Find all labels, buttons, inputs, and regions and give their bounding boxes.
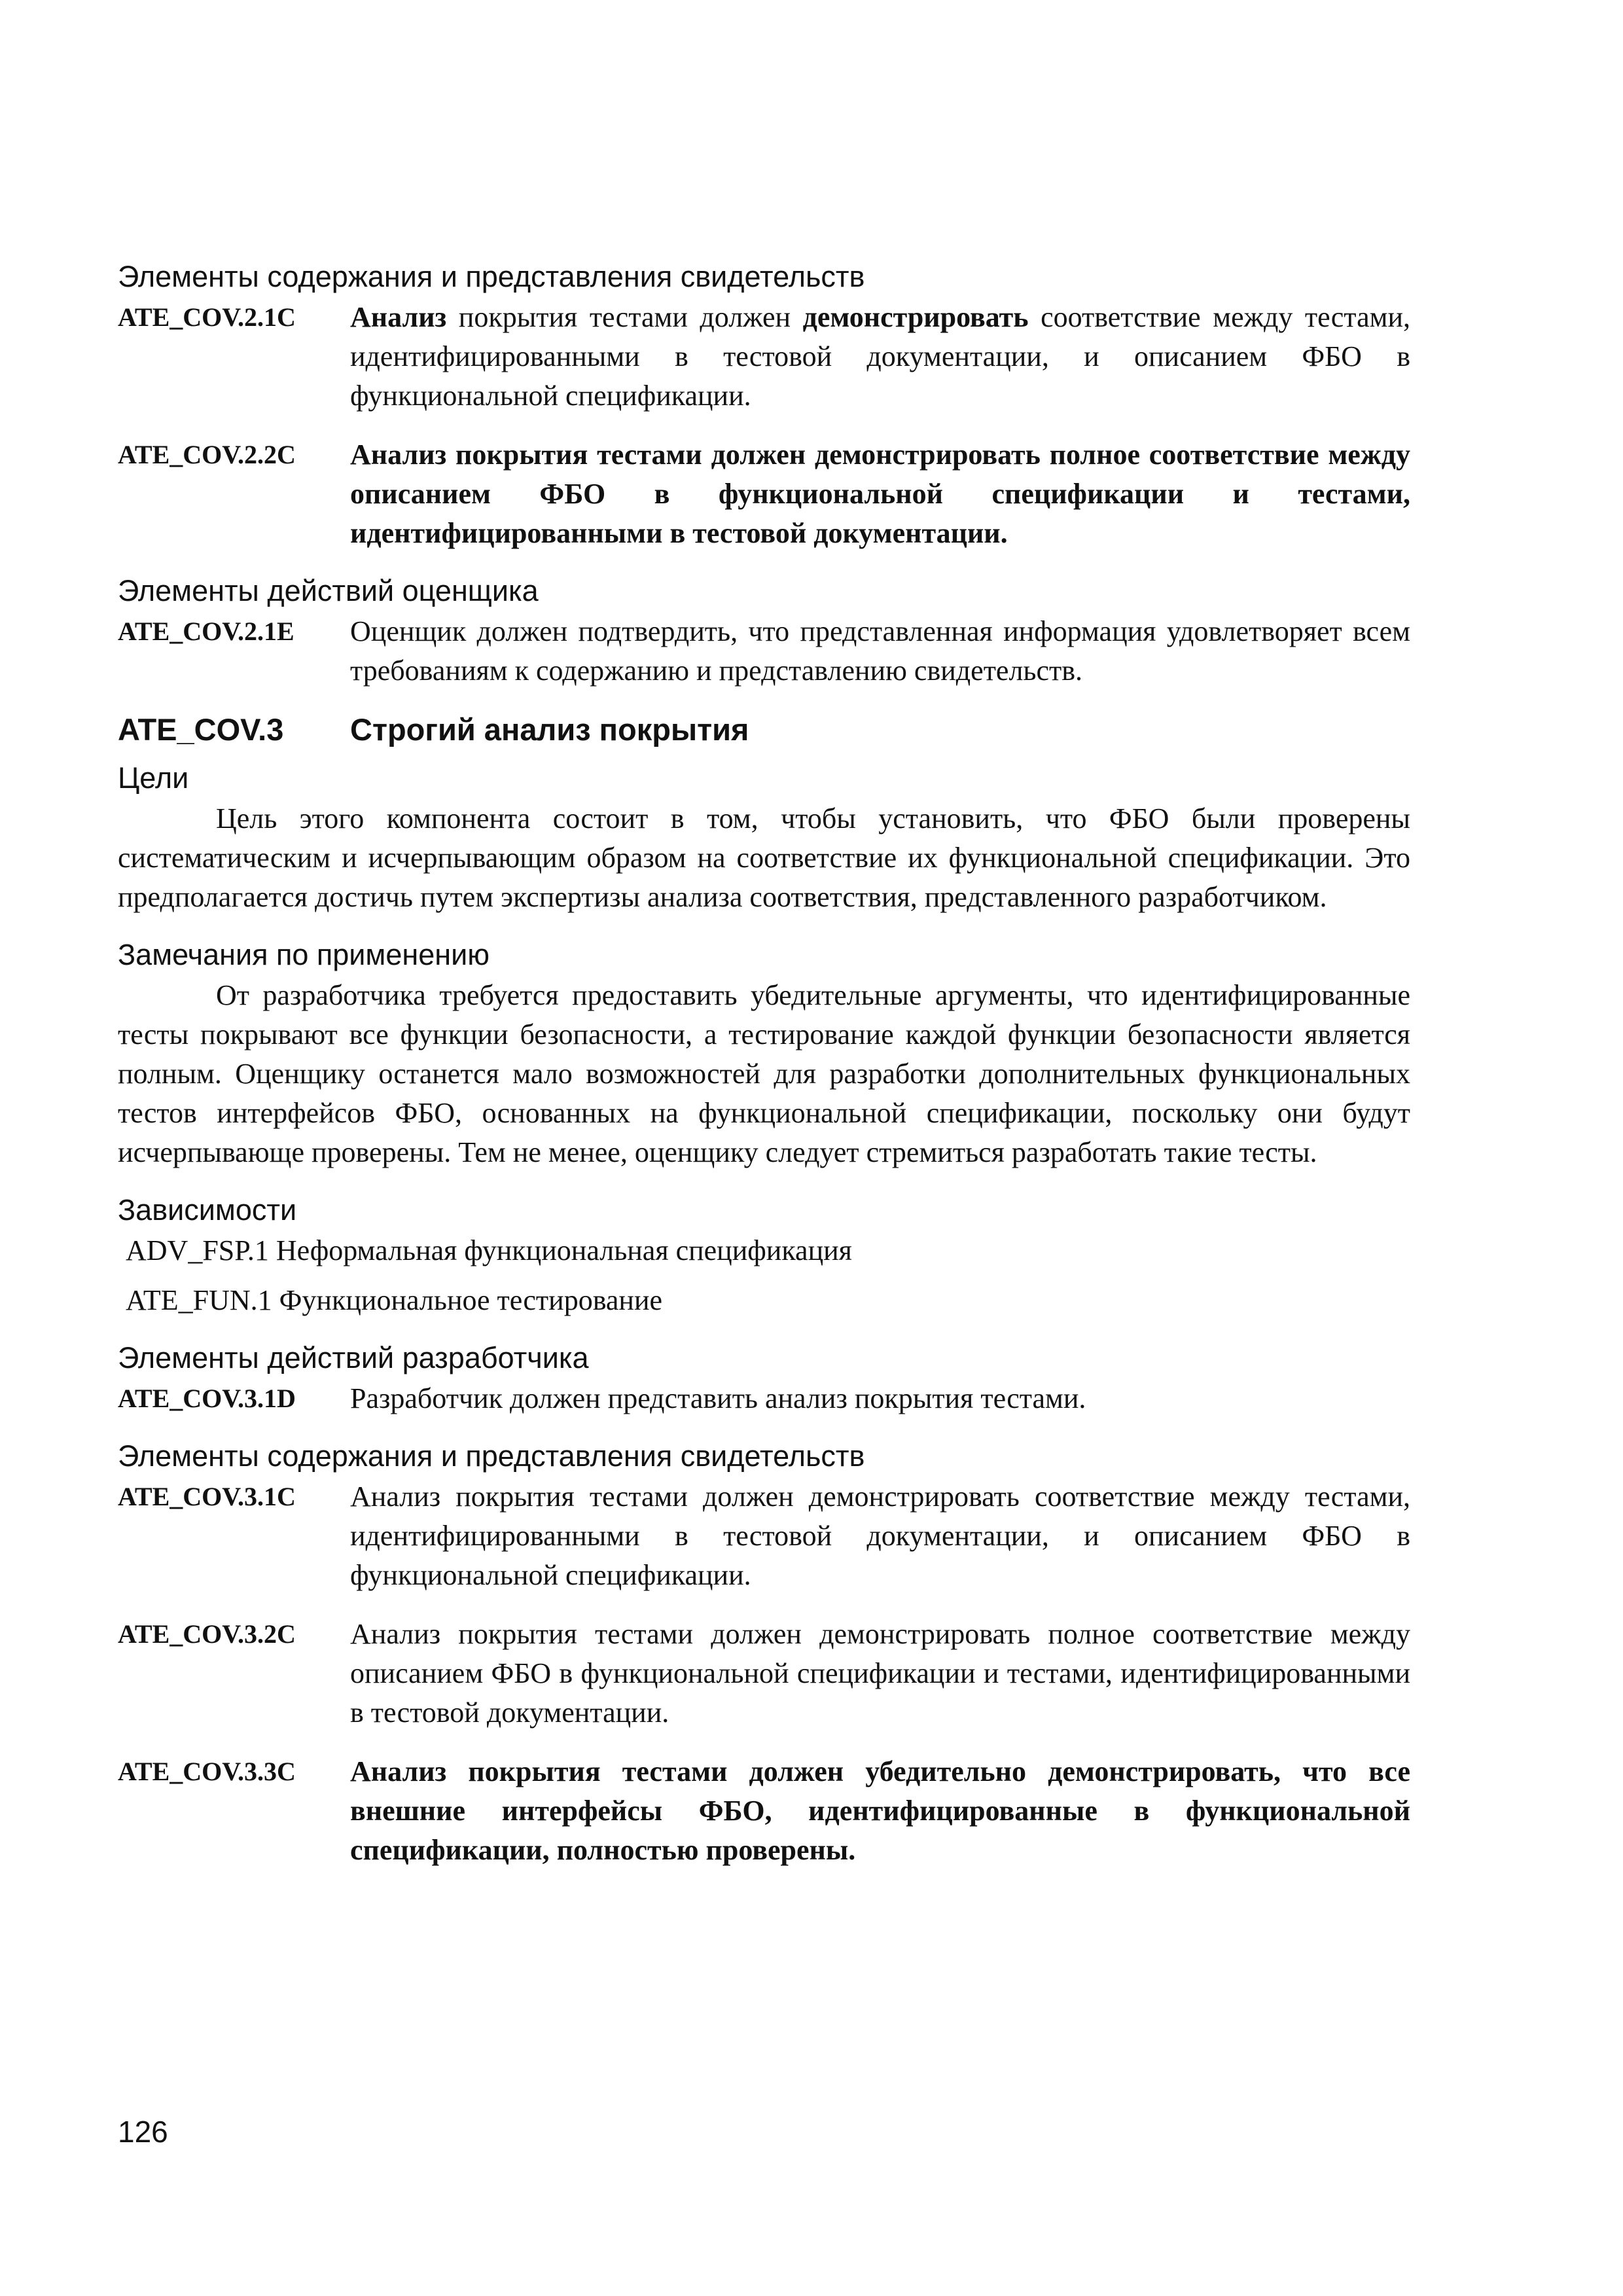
section-heading-dependencies: Зависимости [118, 1193, 297, 1227]
element-text: Оценщик должен подтвердить, что представленная информация удовлетворяет всем требованиям к содержанию и представлению свидетельств. [350, 615, 1410, 687]
section-heading-developer-actions: Элементы действий разработчика [118, 1341, 589, 1374]
dependency-item: ADV_FSP.1 Неформальная функциональная спецификация [126, 1234, 852, 1266]
text-run: покрытия тестами должен [446, 301, 803, 333]
element-text: Анализ покрытия тестами должен демонстрировать полное соответствие между описанием ФБО в функциональной спецификации и тестами, идентифицированными в тестовой документации. [350, 1618, 1410, 1729]
emphasis: демонстрировать [802, 301, 1029, 333]
element-id: ATE_COV.3.2C [118, 1619, 296, 1649]
section-heading-evaluator-actions: Элементы действий оценщика [118, 574, 539, 607]
element-ate-cov-3-2c [118, 1615, 1410, 1732]
element-text: Разработчик должен представить анализ покрытия тестами. [350, 1382, 1086, 1414]
page-content [118, 259, 1410, 1890]
component-id: ATE_COV.3 [118, 712, 284, 747]
component-title: Строгий анализ покрытия [350, 712, 749, 747]
element-id: ATE_COV.2.1E [118, 617, 294, 646]
element-text [350, 298, 1410, 416]
section-heading-application-notes: Замечания по применению [118, 938, 490, 971]
element-ate-cov-2-1c [118, 298, 1410, 416]
element-id: ATE_COV.3.1C [118, 1482, 296, 1511]
element-text: Анализ покрытия тестами должен демонстрировать соответствие между тестами, идентифицированными в тестовой документации, и описанием ФБО в функциональной спецификации. [350, 1480, 1410, 1591]
page-number: 126 [118, 2115, 168, 2149]
element-text: Анализ покрытия тестами должен демонстрировать полное соответствие между описанием ФБО в функциональной спецификации и тестами, идентифицированными в тестовой документации. [350, 439, 1410, 549]
component-heading [118, 710, 1410, 749]
text-run: соответствие между тестами, идентифицированными в тестовой документации, и описанием ФБО в функциональной спецификации. [350, 301, 1410, 412]
section-heading-goals: Цели [118, 761, 189, 795]
element-id: ATE_COV.2.2C [118, 440, 296, 469]
emphasis: Анализ [350, 301, 447, 333]
element-ate-cov-2-1e [118, 612, 1410, 691]
section-heading-content-presentation: Элементы содержания и представления свидетельств [118, 260, 865, 293]
element-ate-cov-3-1d [118, 1379, 1410, 1418]
element-ate-cov-3-3c [118, 1752, 1410, 1870]
element-text: Анализ покрытия тестами должен убедительно демонстрировать, что все внешние интерфейсы ФБО, идентифицированные в функциональной спецификации, полностью проверены. [350, 1755, 1410, 1866]
goals-paragraph: Цель этого компонента состоит в том, чтобы установить, что ФБО были проверены систематическим и исчерпывающим образом на соответствие их функциональной спецификации. Это предполагается достичь путем экспертизы анализа соответствия, представленного разработчиком. [118, 802, 1410, 913]
element-id: ATE_COV.3.1D [118, 1384, 296, 1413]
application-notes-paragraph: От разработчика требуется предоставить убедительные аргументы, что идентифицированные тесты покрывают все функции безопасности, а тестирование каждой функции безопасности является полным. Оценщику останется мало возможностей для разработки дополнительных функциональных тестов интерфейсов ФБО, основанных на функциональной спецификации, поскольку они будут исчерпывающе проверены. Тем не менее, оценщику следует стремиться разработать такие тесты. [118, 979, 1410, 1168]
element-ate-cov-3-1c [118, 1477, 1410, 1595]
element-id: ATE_COV.2.1C [118, 302, 296, 332]
section-heading-content-presentation-2: Элементы содержания и представления свидетельств [118, 1439, 865, 1473]
element-id: ATE_COV.3.3C [118, 1757, 296, 1786]
element-ate-cov-2-2c [118, 435, 1410, 553]
dependency-item: ATE_FUN.1 Функциональное тестирование [126, 1284, 663, 1316]
